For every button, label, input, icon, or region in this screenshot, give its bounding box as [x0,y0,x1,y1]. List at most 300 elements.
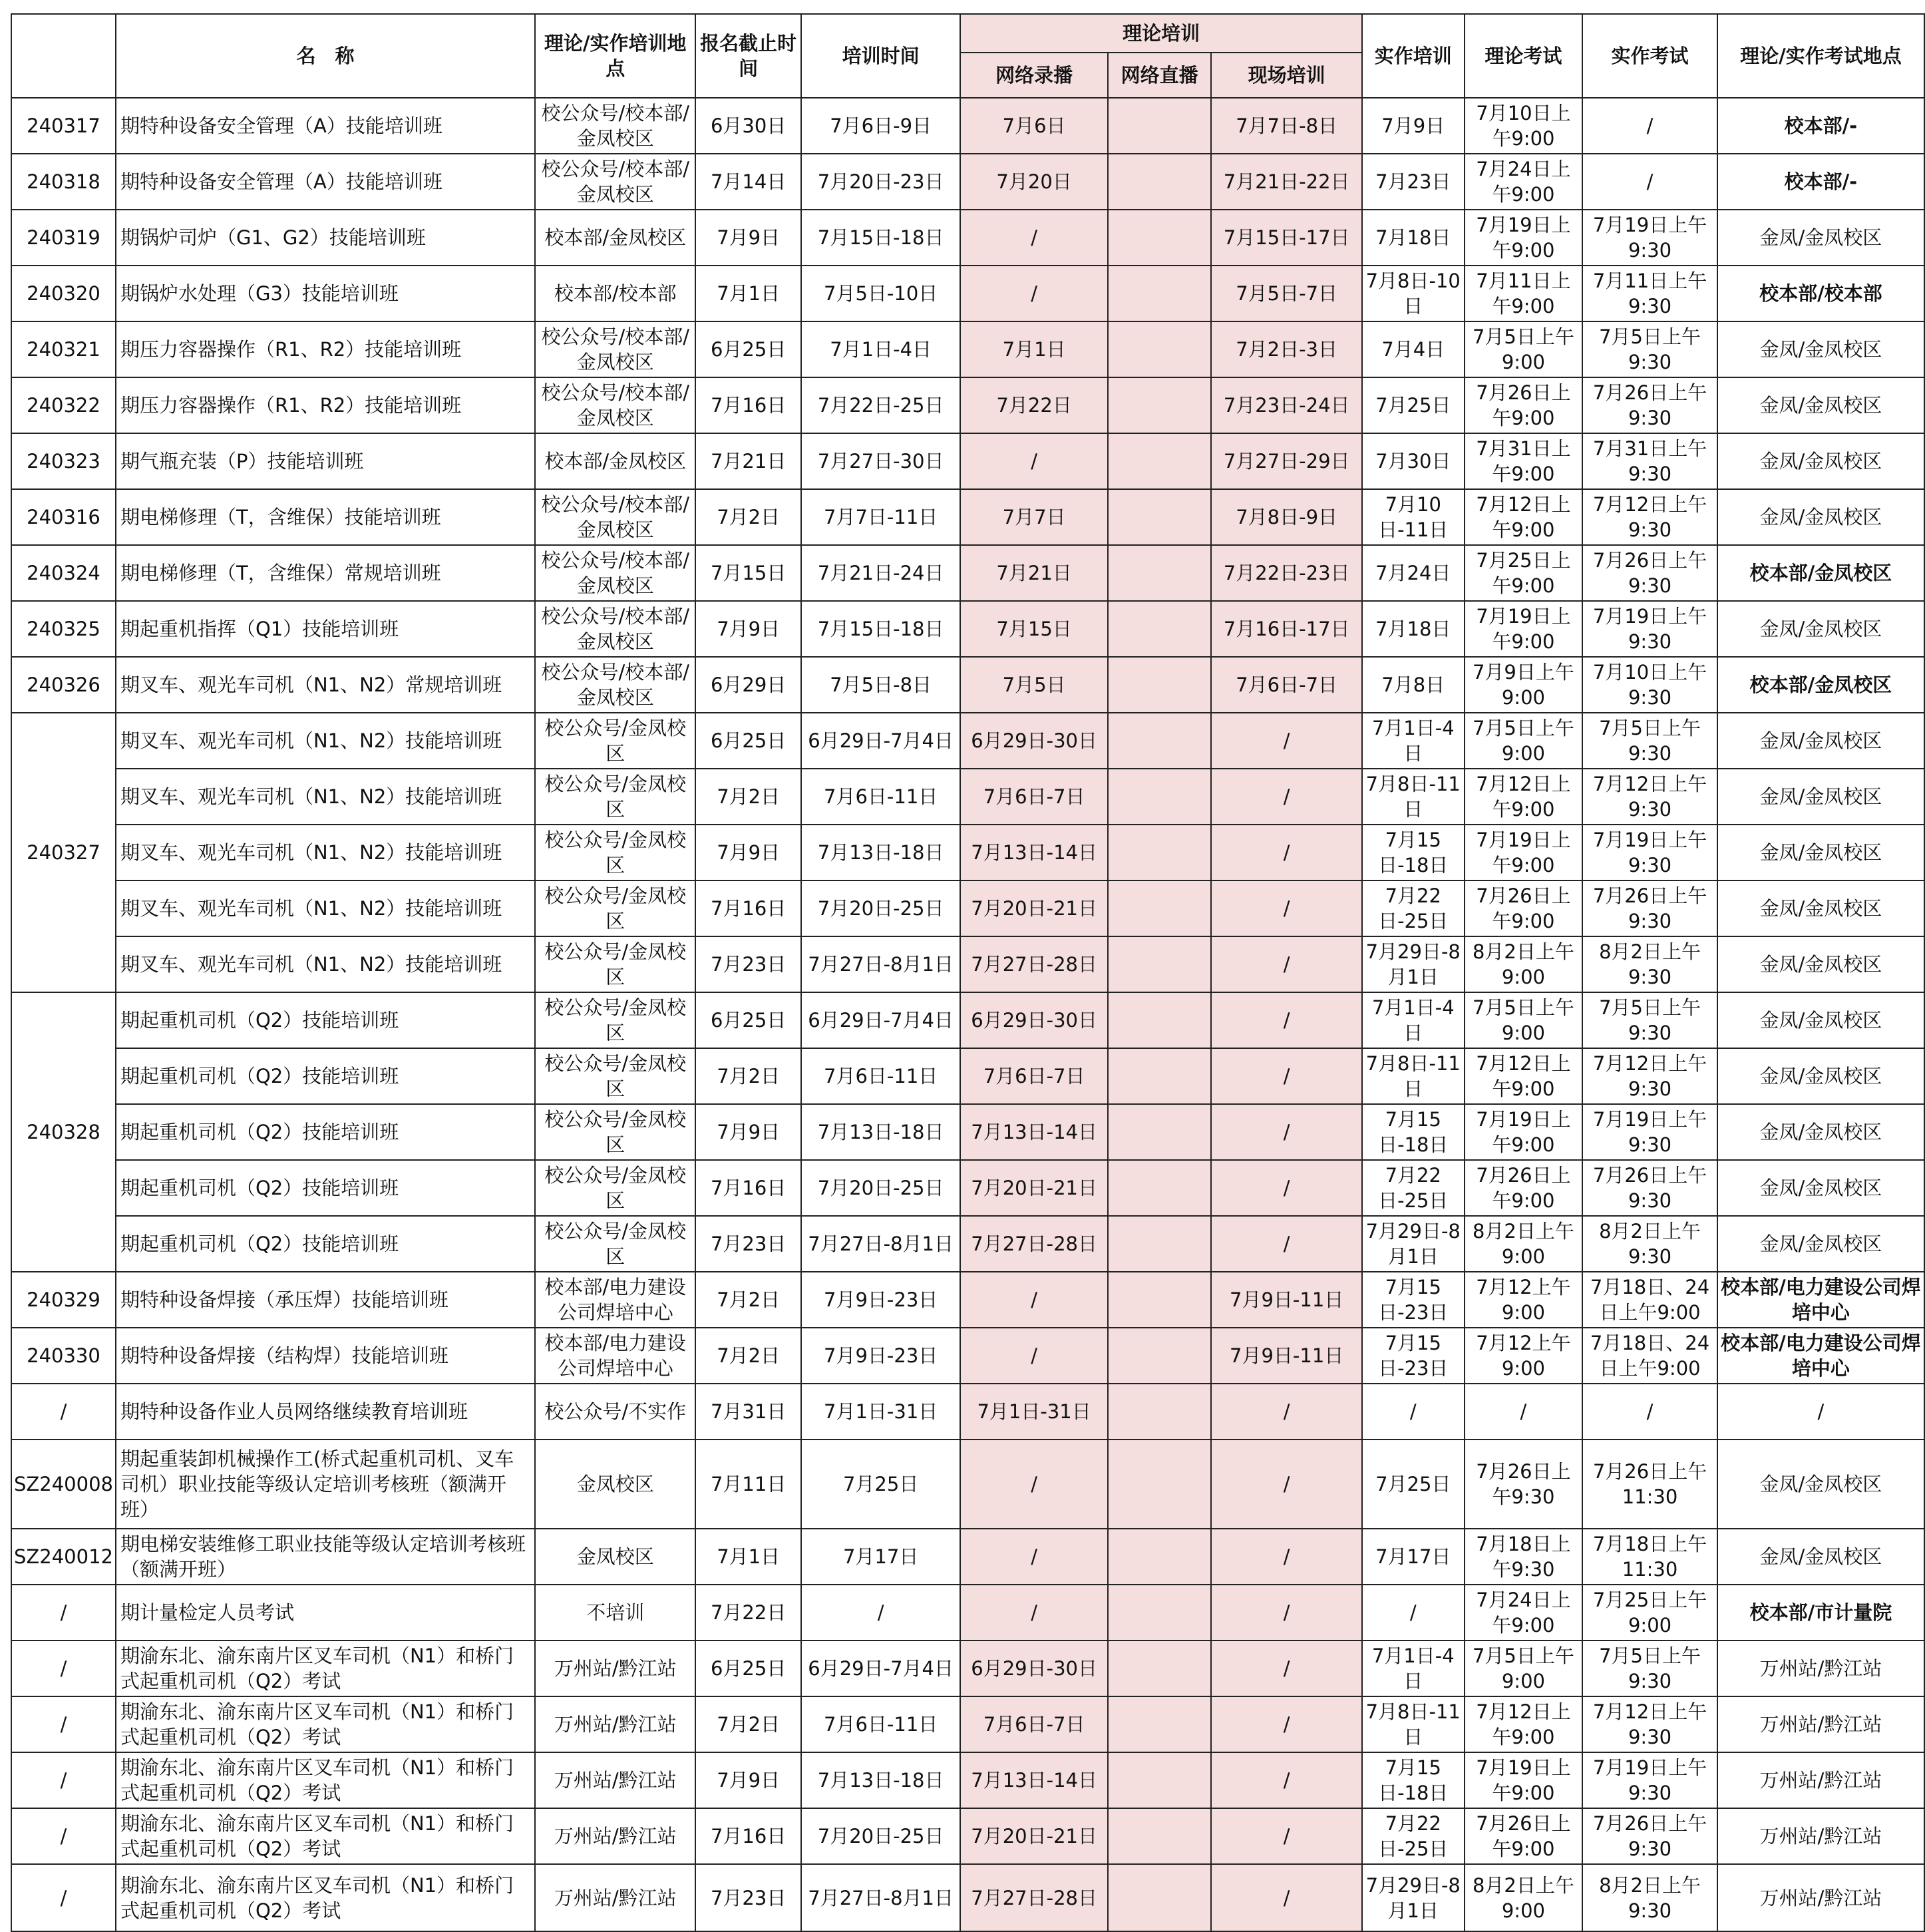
location-cell: 校本部/金凤校区 [535,433,695,489]
exam-location-cell: 金凤/金凤校区 [1717,1048,1924,1104]
table-row [11,1216,1924,1272]
net-record-cell: 7月20日-21日 [960,880,1108,936]
deadline-cell: 6月25日 [695,321,801,377]
exam-location-cell: 校本部/- [1717,154,1924,210]
location-cell: 万州站/黔江站 [535,1752,695,1808]
group-id-cell: 240328 [11,992,116,1272]
id-cell: 240323 [11,433,116,489]
deadline-cell: 7月2日 [695,1048,801,1104]
practical-cell: 7月18日 [1362,601,1465,657]
net-record-cell: / [960,210,1108,266]
table-row [11,936,1924,992]
net-record-cell: 7月21日 [960,545,1108,601]
name-cell: 期电梯修理（T，含维保）常规培训班 [116,545,535,601]
practical-cell: 7月8日-10日 [1362,266,1465,321]
net-live-cell [1108,1440,1212,1529]
practical-cell: 7月22日-25日 [1362,1160,1465,1216]
practical-cell: 7月29日-8月1日 [1362,1216,1465,1272]
net-record-cell: 7月15日 [960,601,1108,657]
id-cell: 240317 [11,98,116,154]
deadline-cell: 7月2日 [695,489,801,545]
name-cell: 期特种设备焊接（结构焊）技能培训班 [116,1328,535,1384]
theory-exam-cell: 7月26日上午9:00 [1465,880,1583,936]
onsite-cell: 7月9日-11日 [1211,1328,1361,1384]
onsite-cell: / [1211,1585,1361,1641]
practical-cell: 7月1日-4日 [1362,992,1465,1048]
deadline-cell: 7月16日 [695,1808,801,1864]
net-record-cell: / [960,433,1108,489]
id-cell: 240318 [11,154,116,210]
onsite-cell: / [1211,825,1361,880]
id-cell: / [11,1696,116,1752]
name-cell: 期锅炉水处理（G3）技能培训班 [116,266,535,321]
practical-exam-cell: 7月19日上午9:30 [1582,1104,1717,1160]
theory-exam-cell: 7月24日上午9:00 [1465,154,1583,210]
table-row [11,210,1924,266]
table-row [11,713,1924,769]
train-time-cell: 7月27日-8月1日 [801,1864,960,1931]
net-record-cell: 6月29日-30日 [960,992,1108,1048]
net-record-cell: 6月29日-30日 [960,713,1108,769]
net-live-cell [1108,154,1212,210]
header-net-record: 网络录播 [960,53,1108,98]
table-row [11,1696,1924,1752]
table-row [11,1864,1924,1931]
deadline-cell: 7月16日 [695,377,801,433]
theory-exam-cell: 7月12上午9:00 [1465,1272,1583,1328]
id-cell: 240322 [11,377,116,433]
onsite-cell: / [1211,936,1361,992]
id-cell: / [11,1752,116,1808]
net-record-cell: 7月13日-14日 [960,825,1108,880]
exam-location-cell: 金凤/金凤校区 [1717,321,1924,377]
id-cell: 240326 [11,657,116,713]
practical-exam-cell: 7月31日上午9:30 [1582,433,1717,489]
name-cell: 期起重机指挥（Q1）技能培训班 [116,601,535,657]
theory-exam-cell: 8月2日上午9:00 [1465,936,1583,992]
name-cell: 期渝东北、渝东南片区叉车司机（N1）和桥门式起重机司机（Q2）考试 [116,1696,535,1752]
exam-location-cell: 金凤/金凤校区 [1717,769,1924,825]
train-time-cell: 7月27日-8月1日 [801,1216,960,1272]
theory-exam-cell: 7月9日上午9:00 [1465,657,1583,713]
onsite-cell: / [1211,1864,1361,1931]
practical-exam-cell: 7月18日、24日上午9:00 [1582,1328,1717,1384]
header-practical: 实作培训 [1362,14,1465,98]
train-time-cell: 7月15日-18日 [801,601,960,657]
practical-cell: 7月15日-23日 [1362,1328,1465,1384]
deadline-cell: 7月2日 [695,1328,801,1384]
net-record-cell: 7月6日-7日 [960,769,1108,825]
train-time-cell: 6月29日-7月4日 [801,1641,960,1696]
exam-location-cell: 金凤/金凤校区 [1717,1216,1924,1272]
id-cell: SZ240012 [11,1529,116,1585]
deadline-cell: 7月9日 [695,601,801,657]
practical-cell: 7月8日-11日 [1362,769,1465,825]
id-cell: / [11,1585,116,1641]
exam-location-cell: / [1717,1384,1924,1440]
net-record-cell: 7月20日-21日 [960,1808,1108,1864]
name-cell: 期电梯修理（T，含维保）技能培训班 [116,489,535,545]
location-cell: 校公众号/校本部/金凤校区 [535,545,695,601]
train-time-cell: 6月29日-7月4日 [801,713,960,769]
name-cell: 期起重机司机（Q2）技能培训班 [116,1160,535,1216]
practical-cell: 7月15日-18日 [1362,825,1465,880]
net-record-cell: 7月27日-28日 [960,1216,1108,1272]
table-row [11,1752,1924,1808]
train-time-cell: 7月9日-23日 [801,1328,960,1384]
practical-cell: 7月22日-25日 [1362,1808,1465,1864]
name-cell: 期叉车、观光车司机（N1、N2）技能培训班 [116,880,535,936]
theory-exam-cell: 7月5日上午9:00 [1465,713,1583,769]
onsite-cell: / [1211,1529,1361,1585]
deadline-cell: 7月16日 [695,880,801,936]
practical-cell: 7月4日 [1362,321,1465,377]
table-row [11,1440,1924,1529]
theory-exam-cell: 7月12日上午9:00 [1465,1048,1583,1104]
id-cell: / [11,1384,116,1440]
onsite-cell: / [1211,1440,1361,1529]
deadline-cell: 7月14日 [695,154,801,210]
location-cell: 金凤校区 [535,1440,695,1529]
train-time-cell: 7月25日 [801,1440,960,1529]
practical-exam-cell: 7月26日上午9:30 [1582,1808,1717,1864]
net-record-cell: / [960,1440,1108,1529]
deadline-cell: 7月2日 [695,769,801,825]
id-cell: 240325 [11,601,116,657]
net-live-cell [1108,1384,1212,1440]
train-time-cell: 7月20日-23日 [801,154,960,210]
practical-exam-cell: 7月5日上午9:30 [1582,1641,1717,1696]
name-cell: 期特种设备安全管理（A）技能培训班 [116,98,535,154]
train-time-cell: 7月27日-30日 [801,433,960,489]
name-cell: 期电梯安装维修工职业技能等级认定培训考核班（额满开班） [116,1529,535,1585]
name-cell: 期压力容器操作（R1、R2）技能培训班 [116,377,535,433]
practical-exam-cell: 7月12日上午9:30 [1582,489,1717,545]
practical-cell: 7月29日-8月1日 [1362,936,1465,992]
onsite-cell: / [1211,1696,1361,1752]
train-time-cell: 7月22日-25日 [801,377,960,433]
practical-exam-cell: 7月19日上午9:30 [1582,601,1717,657]
table-row [11,1585,1924,1641]
net-record-cell: 7月13日-14日 [960,1752,1108,1808]
net-live-cell [1108,992,1212,1048]
net-record-cell: 7月22日 [960,377,1108,433]
practical-exam-cell: 7月26日上午11:30 [1582,1440,1717,1529]
theory-exam-cell: 7月19日上午9:00 [1465,1104,1583,1160]
onsite-cell: / [1211,1104,1361,1160]
practical-cell: 7月24日 [1362,545,1465,601]
header-row-1 [11,14,1924,53]
id-cell: / [11,1641,116,1696]
id-cell: 240316 [11,489,116,545]
practical-exam-cell: / [1582,1384,1717,1440]
deadline-cell: 7月15日 [695,545,801,601]
net-record-cell: 7月6日 [960,98,1108,154]
table-row [11,1529,1924,1585]
deadline-cell: 7月1日 [695,266,801,321]
net-live-cell [1108,601,1212,657]
net-live-cell [1108,1216,1212,1272]
name-cell: 期计量检定人员考试 [116,1585,535,1641]
train-time-cell: 7月9日-23日 [801,1272,960,1328]
id-cell: 240330 [11,1328,116,1384]
name-cell: 期渝东北、渝东南片区叉车司机（N1）和桥门式起重机司机（Q2）考试 [116,1864,535,1931]
name-cell: 期叉车、观光车司机（N1、N2）常规培训班 [116,657,535,713]
train-time-cell: 7月13日-18日 [801,1104,960,1160]
onsite-cell: / [1211,1641,1361,1696]
header-exam-location: 理论/实作考试地点 [1717,14,1924,98]
practical-cell: 7月25日 [1362,377,1465,433]
onsite-cell: 7月8日-9日 [1211,489,1361,545]
deadline-cell: 7月23日 [695,936,801,992]
name-cell: 期特种设备焊接（承压焊）技能培训班 [116,1272,535,1328]
onsite-cell: 7月21日-22日 [1211,154,1361,210]
net-live-cell [1108,545,1212,601]
table-row [11,321,1924,377]
name-cell: 期起重机司机（Q2）技能培训班 [116,1104,535,1160]
theory-exam-cell: 7月5日上午9:00 [1465,992,1583,1048]
location-cell: 万州站/黔江站 [535,1696,695,1752]
train-time-cell: 7月13日-18日 [801,1752,960,1808]
id-cell: 240320 [11,266,116,321]
onsite-cell: / [1211,769,1361,825]
name-cell: 期起重机司机（Q2）技能培训班 [116,992,535,1048]
name-cell: 期叉车、观光车司机（N1、N2）技能培训班 [116,936,535,992]
exam-location-cell: 校本部/市计量院 [1717,1585,1924,1641]
train-time-cell: 7月27日-8月1日 [801,936,960,992]
header-theory-exam: 理论考试 [1465,14,1583,98]
theory-exam-cell: 7月12日上午9:00 [1465,1696,1583,1752]
header-theory: 理论培训 [960,14,1362,53]
name-cell: 期渝东北、渝东南片区叉车司机（N1）和桥门式起重机司机（Q2）考试 [116,1808,535,1864]
train-time-cell: 7月6日-11日 [801,1696,960,1752]
table-row [11,1641,1924,1696]
name-cell: 期叉车、观光车司机（N1、N2）技能培训班 [116,825,535,880]
exam-location-cell: 金凤/金凤校区 [1717,1440,1924,1529]
location-cell: 校公众号/金凤校区 [535,713,695,769]
location-cell: 校公众号/金凤校区 [535,1048,695,1104]
practical-cell: 7月8日-11日 [1362,1696,1465,1752]
net-record-cell: 7月1日-31日 [960,1384,1108,1440]
deadline-cell: 7月16日 [695,1160,801,1216]
onsite-cell: / [1211,1384,1361,1440]
exam-location-cell: 万州站/黔江站 [1717,1696,1924,1752]
name-cell: 期叉车、观光车司机（N1、N2）技能培训班 [116,769,535,825]
name-cell: 期叉车、观光车司机（N1、N2）技能培训班 [116,713,535,769]
net-record-cell: / [960,1328,1108,1384]
practical-cell: 7月25日 [1362,1440,1465,1529]
net-record-cell: 7月13日-14日 [960,1104,1108,1160]
onsite-cell: / [1211,1160,1361,1216]
practical-exam-cell: 7月26日上午9:30 [1582,545,1717,601]
group-id-cell: 240327 [11,713,116,992]
theory-exam-cell: 7月19日上午9:00 [1465,1752,1583,1808]
location-cell: 校公众号/校本部/金凤校区 [535,601,695,657]
net-record-cell: / [960,1585,1108,1641]
theory-exam-cell: 7月12日上午9:00 [1465,489,1583,545]
location-cell: 校公众号/校本部/金凤校区 [535,98,695,154]
theory-exam-cell: 7月10日上午9:00 [1465,98,1583,154]
practical-exam-cell: 7月19日上午9:30 [1582,210,1717,266]
net-live-cell [1108,713,1212,769]
practical-exam-cell: 7月10日上午9:30 [1582,657,1717,713]
location-cell: 万州站/黔江站 [535,1641,695,1696]
location-cell: 校公众号/金凤校区 [535,1216,695,1272]
net-live-cell [1108,769,1212,825]
net-record-cell: 7月1日 [960,321,1108,377]
practical-cell: 7月1日-4日 [1362,1641,1465,1696]
net-live-cell [1108,880,1212,936]
exam-location-cell: 金凤/金凤校区 [1717,992,1924,1048]
exam-location-cell: 校本部/金凤校区 [1717,545,1924,601]
practical-cell: 7月18日 [1362,210,1465,266]
id-cell: 240319 [11,210,116,266]
theory-exam-cell: 8月2日上午9:00 [1465,1216,1583,1272]
train-time-cell: 7月6日-11日 [801,769,960,825]
exam-location-cell: 金凤/金凤校区 [1717,936,1924,992]
theory-exam-cell: 7月5日上午9:00 [1465,1641,1583,1696]
exam-location-cell: 金凤/金凤校区 [1717,210,1924,266]
deadline-cell: 7月9日 [695,1104,801,1160]
exam-location-cell: 金凤/金凤校区 [1717,713,1924,769]
name-cell: 期特种设备作业人员网络继续教育培训班 [116,1384,535,1440]
practical-exam-cell: 7月25日上午9:00 [1582,1585,1717,1641]
exam-location-cell: 金凤/金凤校区 [1717,880,1924,936]
location-cell: 校公众号/金凤校区 [535,1104,695,1160]
deadline-cell: 6月29日 [695,657,801,713]
header-train-time: 培训时间 [801,14,960,98]
net-record-cell: 7月7日 [960,489,1108,545]
location-cell: 不培训 [535,1585,695,1641]
train-time-cell: 7月20日-25日 [801,1808,960,1864]
exam-location-cell: 金凤/金凤校区 [1717,377,1924,433]
net-live-cell [1108,377,1212,433]
train-time-cell: 6月29日-7月4日 [801,992,960,1048]
net-live-cell [1108,1864,1212,1931]
onsite-cell: / [1211,1752,1361,1808]
deadline-cell: 7月2日 [695,1272,801,1328]
table-row [11,98,1924,154]
practical-cell: 7月8日 [1362,657,1465,713]
location-cell: 校公众号/金凤校区 [535,992,695,1048]
train-time-cell: 7月1日-31日 [801,1384,960,1440]
deadline-cell: 7月22日 [695,1585,801,1641]
exam-location-cell: 校本部/电力建设公司焊培中心 [1717,1272,1924,1328]
training-schedule-table [11,13,1925,1932]
practical-exam-cell: 7月5日上午9:30 [1582,713,1717,769]
exam-location-cell: 金凤/金凤校区 [1717,601,1924,657]
net-live-cell [1108,1529,1212,1585]
practical-exam-cell: 7月5日上午9:30 [1582,992,1717,1048]
net-live-cell [1108,825,1212,880]
exam-location-cell: 金凤/金凤校区 [1717,489,1924,545]
exam-location-cell: 金凤/金凤校区 [1717,1529,1924,1585]
train-time-cell: 7月5日-8日 [801,657,960,713]
deadline-cell: 7月23日 [695,1216,801,1272]
location-cell: 校公众号/校本部/金凤校区 [535,154,695,210]
net-live-cell [1108,1104,1212,1160]
theory-exam-cell: 7月18日上午9:30 [1465,1529,1583,1585]
deadline-cell: 7月11日 [695,1440,801,1529]
deadline-cell: 7月2日 [695,1696,801,1752]
table-row [11,1104,1924,1160]
table-row [11,1160,1924,1216]
net-record-cell: 7月6日-7日 [960,1696,1108,1752]
deadline-cell: 7月23日 [695,1864,801,1931]
location-cell: 校本部/金凤校区 [535,210,695,266]
location-cell: 校公众号/不实作 [535,1384,695,1440]
practical-exam-cell: 8月2日上午9:30 [1582,1864,1717,1931]
onsite-cell: / [1211,713,1361,769]
practical-exam-cell: 7月11日上午9:30 [1582,266,1717,321]
train-time-cell: 7月15日-18日 [801,210,960,266]
location-cell: 校公众号/金凤校区 [535,1160,695,1216]
onsite-cell: 7月16日-17日 [1211,601,1361,657]
practical-cell: 7月15日-18日 [1362,1104,1465,1160]
practical-cell: 7月22日-25日 [1362,880,1465,936]
exam-location-cell: 万州站/黔江站 [1717,1808,1924,1864]
onsite-cell: 7月9日-11日 [1211,1272,1361,1328]
name-cell: 期渝东北、渝东南片区叉车司机（N1）和桥门式起重机司机（Q2）考试 [116,1752,535,1808]
id-cell: 240329 [11,1272,116,1328]
table-row [11,1384,1924,1440]
theory-exam-cell: 7月19日上午9:00 [1465,601,1583,657]
train-time-cell: 7月6日-9日 [801,98,960,154]
practical-exam-cell: 7月26日上午9:30 [1582,880,1717,936]
exam-location-cell: 万州站/黔江站 [1717,1641,1924,1696]
net-record-cell: / [960,266,1108,321]
train-time-cell: 7月6日-11日 [801,1048,960,1104]
deadline-cell: 7月1日 [695,1529,801,1585]
net-record-cell: 7月5日 [960,657,1108,713]
practical-exam-cell: 7月5日上午9:30 [1582,321,1717,377]
onsite-cell: / [1211,1216,1361,1272]
practical-exam-cell: 8月2日上午9:30 [1582,1216,1717,1272]
location-cell: 万州站/黔江站 [535,1808,695,1864]
net-record-cell: 7月20日-21日 [960,1160,1108,1216]
deadline-cell: 6月25日 [695,1641,801,1696]
train-time-cell: 7月7日-11日 [801,489,960,545]
theory-exam-cell: 7月5日上午9:00 [1465,321,1583,377]
id-cell: SZ240008 [11,1440,116,1529]
net-live-cell [1108,1328,1212,1384]
net-record-cell: 7月27日-28日 [960,936,1108,992]
train-time-cell: 7月21日-24日 [801,545,960,601]
header-net-live: 网络直播 [1108,53,1212,98]
exam-location-cell: 万州站/黔江站 [1717,1864,1924,1931]
exam-location-cell: 校本部/电力建设公司焊培中心 [1717,1328,1924,1384]
table-row [11,880,1924,936]
location-cell: 校本部/电力建设公司焊培中心 [535,1272,695,1328]
deadline-cell: 7月21日 [695,433,801,489]
net-record-cell: / [960,1529,1108,1585]
net-live-cell [1108,433,1212,489]
table-row [11,266,1924,321]
exam-location-cell: 金凤/金凤校区 [1717,1160,1924,1216]
header-id [11,14,116,98]
table-row [11,601,1924,657]
table-row [11,489,1924,545]
table-row [11,825,1924,880]
onsite-cell: 7月7日-8日 [1211,98,1361,154]
name-cell: 期锅炉司炉（G1、G2）技能培训班 [116,210,535,266]
table-row [11,769,1924,825]
net-record-cell: / [960,1272,1108,1328]
net-record-cell: 7月20日 [960,154,1108,210]
net-live-cell [1108,1585,1212,1641]
net-live-cell [1108,657,1212,713]
name-cell: 期气瓶充装（P）技能培训班 [116,433,535,489]
